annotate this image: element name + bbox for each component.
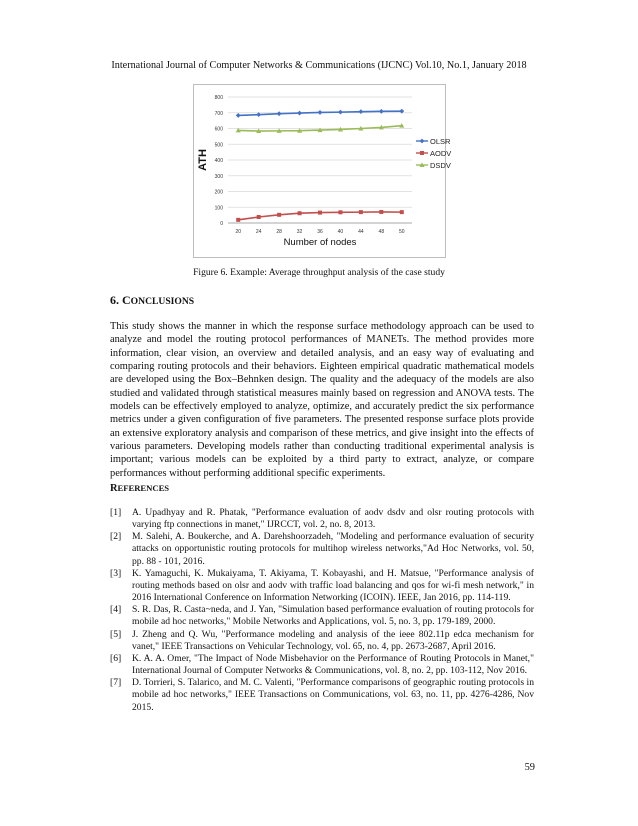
reference-item [110,568,534,604]
data-point-marker [379,210,383,214]
reference-text: S. R. Das, R. Casta~neda, and J. Yan, "Simulation based performance evaluation of routing protocols for mobile ad hoc networks," Mobile Networks and Applications, vol. 5, no. 3, pp. 179-189, 2000. [132,604,534,628]
throughput-chart-svg [194,85,452,257]
legend-label-dsdv: DSDV [430,160,451,170]
x-tick-label: 36 [317,229,323,235]
reference-text: M. Salehi, A. Boukerche, and A. Darehshoorzadeh, "Modeling and performance evaluation of security attacks on opportunistic routing protocols for multihop wireless networks,"Ad Hoc Networks, vol. 50, pp. 88 - 101, 2016. [132,531,534,567]
x-axis-title: Number of nodes [283,237,357,248]
data-point-marker [358,109,363,114]
reference-text: A. Upadhyay and R. Phatak, "Performance evaluation of aodv dsdv and olsr routing protocols with varying ftp connections in manet," IJRCCT, vol. 2, no. 8, 2013. [132,507,534,531]
x-tick-label: 32 [296,229,303,235]
reference-item [110,604,534,628]
reference-text: K. Yamaguchi, K. Mukaiyama, T. Akiyama, T. Kobayashi, and H. Matsue, "Performance analysis of routing methods based on olsr and aodv with traffic load balancing and qos for wi-fi mesh network," in 2016 International Conference on Information Networking (ICOIN). IEEE, Jan 2016, pp. 114-119. [132,567,534,604]
data-point-marker [298,211,302,215]
figure-caption: Figure 6. Example: Average throughput analysis of the case study [193,267,445,278]
data-point-marker [277,111,282,116]
running-header: International Journal of Computer Networks & Communications (IJCNC) Vol.10, No.1, January 2018 [111,60,527,71]
x-tick-label: 48 [378,229,385,235]
y-tick-label: 600 [214,126,223,133]
y-tick-label: 300 [214,173,223,180]
data-point-marker [359,210,363,214]
reference-text: J. Zheng and Q. Wu, "Performance modeling and analysis of the ieee 802.11p edca mechanism for vanet," IEEE Transactions on Vehicular Technology, vol. 65, no. 4, pp. 2673-2687, April 2016. [132,628,534,652]
y-tick-label: 400 [214,158,223,164]
legend-label-aodv: AODV [430,148,452,158]
conclusions-heading-rest: ONCLUSIONS [130,296,195,307]
reference-text: K. A. A. Omer, "The Impact of Node Misbehavior on the Performance of Routing Protocols in Manet," International Journal of Computer Networks & Communications, vol. 8, no. 2, pp. 103-112, Nov 2016. [132,652,534,677]
x-tick-label: 24 [255,229,262,235]
data-point-marker [257,215,261,219]
data-point-marker [277,213,281,217]
data-point-marker [400,210,404,214]
reference-item [110,653,534,677]
x-tick-label: 40 [337,229,344,235]
data-point-marker [297,111,302,116]
y-tick-label: 200 [214,189,223,196]
y-axis-title: ATH [197,149,209,171]
x-tick-label: 20 [235,229,242,235]
references-heading [110,483,169,494]
conclusions-paragraph: This study shows the manner in which the response surface methodology approach can be used to analyze and model the routing protocol performances of MANETs. The method provides more information, clear vision, an overview and detailed analysis, and an easy way of evaluating and comparing routing protocols and their behaviors. Eighteen empirical quadratic mathematical models are developed using the Box–Behnken design. The quality and the adequacy of the models are also studied and validated through statistical measures mainly based on regression and ANOVA tests. The models can be effectively employed to analyze, optimize, and accurately predict the six performance metrics under a given configuration of five parameters. The presented response surface plots provide an extensive exploratory analysis and comparison of these metrics, and give insight into the effects of various parameters. Developing models rather than conducting traditional experimental analysis is important; various models can be exploited by a third party to extract, analyze, or compare performances without performing additional specific experiments. [110,321,534,479]
data-point-marker [318,211,322,215]
reference-number: [7] [110,677,122,689]
conclusions-heading [110,293,194,308]
data-point-marker [420,151,424,155]
reference-number: [6] [110,652,122,664]
reference-item [110,507,534,531]
data-point-marker [338,110,343,115]
reference-text: D. Torrieri, S. Talarico, and M. C. Valenti, "Performance comparisons of geographic routing protocols in mobile ad hoc networks," IEEE Transactions on Communications, vol. 63, no. 11, pp. 4276-4286, Nov 2015. [132,677,534,713]
x-tick-label: 44 [358,229,364,235]
references-heading-rest: EFERENCES [117,483,170,493]
reference-number: [1] [110,507,122,518]
references-heading-first: R [110,483,118,494]
y-tick-label: 100 [214,205,223,212]
reference-item [110,677,534,713]
x-tick-label: 50 [398,229,405,235]
conclusions-heading-num: 6. C [110,293,131,307]
y-tick-label: 0 [220,221,223,227]
reference-number: [3] [110,567,122,579]
data-point-marker [420,139,425,144]
reference-list [110,507,534,714]
x-tick-label: 28 [276,229,282,235]
y-tick-label: 500 [214,142,223,149]
data-point-marker [236,113,241,118]
reference-number: [4] [110,604,122,616]
reference-item [110,531,534,567]
y-tick-label: 700 [214,110,223,117]
page-number: 59 [524,762,535,773]
throughput-chart [193,84,452,258]
data-point-marker [318,110,323,115]
data-point-marker [338,210,342,214]
reference-number: [2] [110,531,122,543]
reference-number: [5] [110,628,122,640]
reference-item [110,629,534,653]
legend-label-olsr: OLSR [430,136,451,146]
data-point-marker [236,218,240,222]
y-tick-label: 800 [214,95,223,101]
